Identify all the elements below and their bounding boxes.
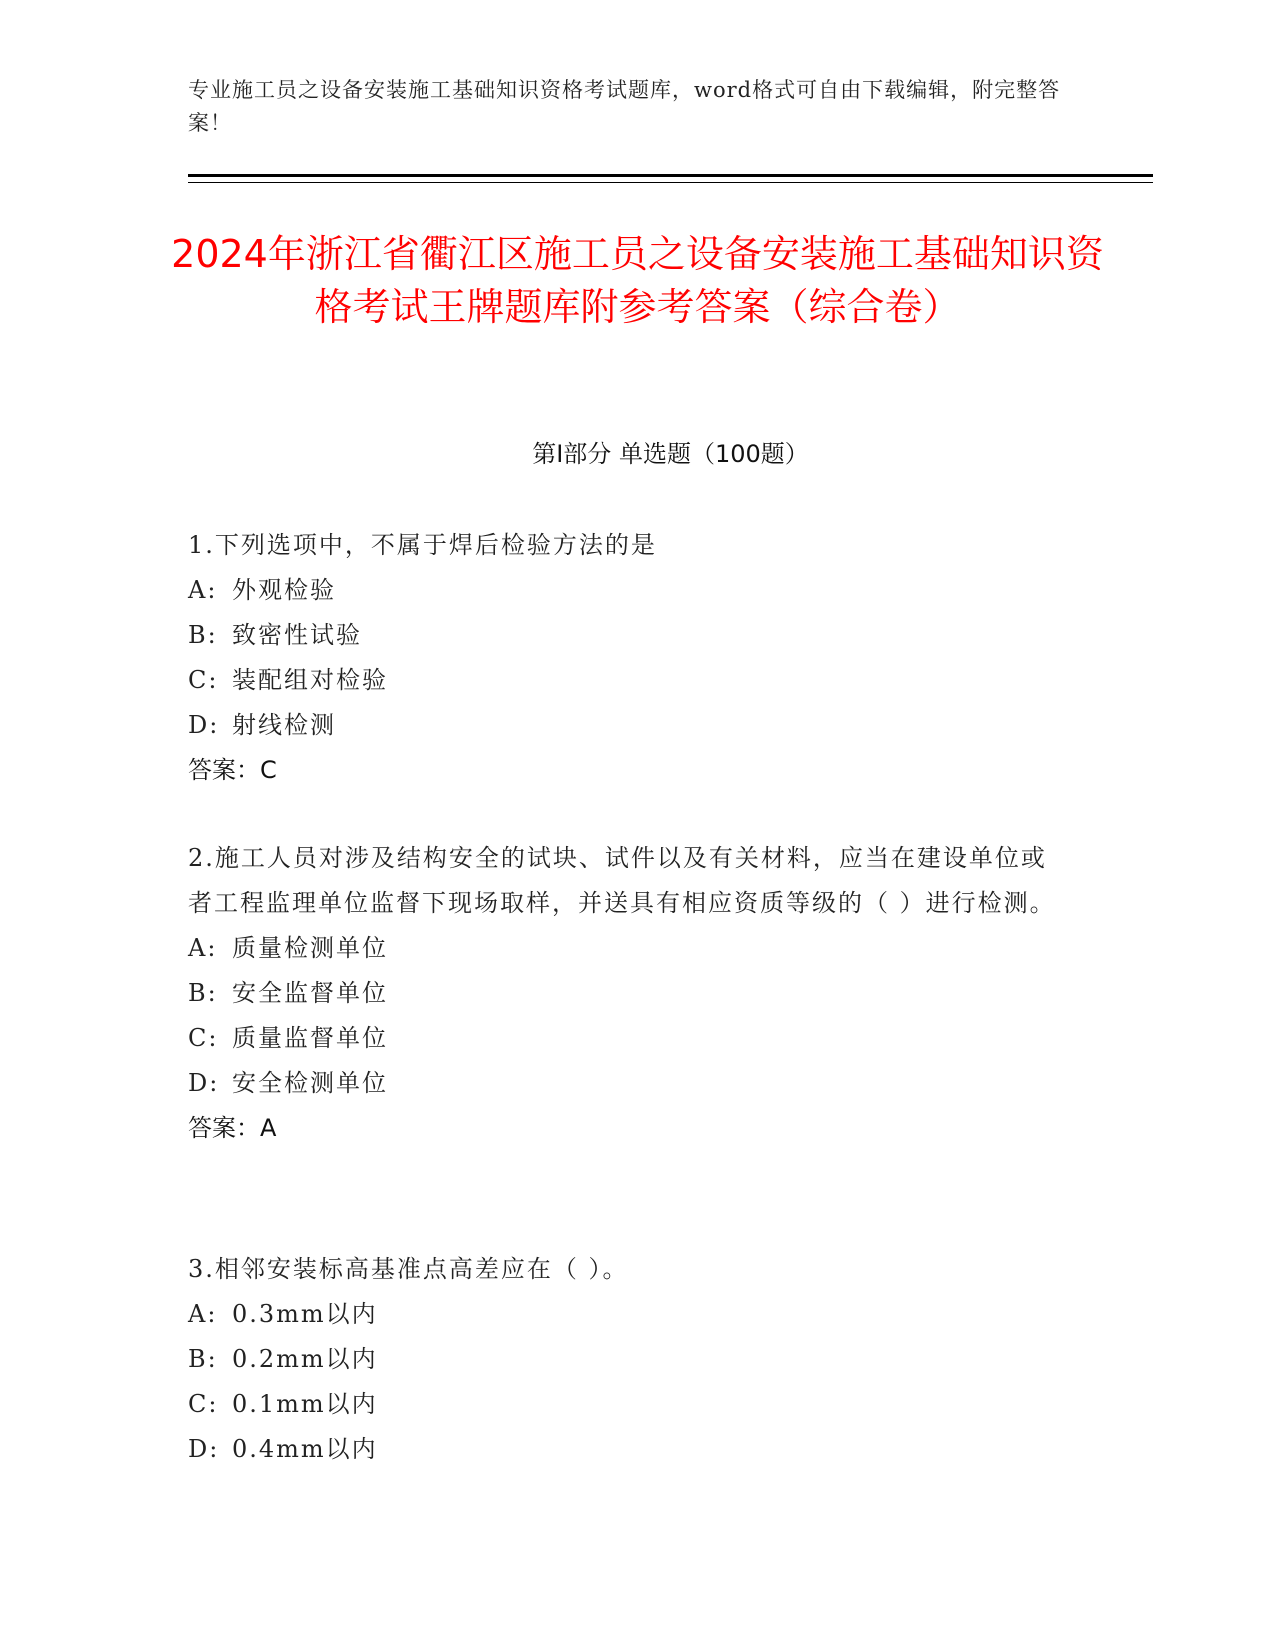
option-text: 0.1mm以内 bbox=[232, 1390, 378, 1418]
answer: 答案：C bbox=[188, 756, 277, 784]
option-letter: D: bbox=[188, 711, 220, 739]
header-note: 专业施工员之设备安装施工基础知识资格考试题库，word格式可自由下载编辑，附完整答案！ bbox=[188, 78, 1061, 135]
option-text: 质量检测单位 bbox=[232, 934, 388, 962]
option-letter: B: bbox=[188, 979, 218, 1007]
option-text: 质量监督单位 bbox=[232, 1024, 388, 1052]
option-letter: C: bbox=[188, 1024, 219, 1052]
question-stem: 3.相邻安装标高基准点高差应在（ ）。 bbox=[188, 1255, 629, 1283]
option-letter: D: bbox=[188, 1435, 220, 1463]
option-letter: A: bbox=[188, 934, 218, 962]
option-b bbox=[188, 613, 1068, 658]
option-text: 0.2mm以内 bbox=[232, 1345, 378, 1373]
option-letter: B: bbox=[188, 621, 218, 649]
question-stem: 2.施工人员对涉及结构安全的试块、试件以及有关材料，应当在建设单位或者工程监理单位监督下现场取样，并送具有相应资质等级的（ ）进行检测。 bbox=[188, 844, 1056, 917]
document-title: 2024年浙江省衢江区施工员之设备安装施工基础知识资格考试王牌题库附参考答案（综合卷） bbox=[171, 232, 1104, 329]
question-stem: 1.下列选项中，不属于焊后检验方法的是 bbox=[188, 531, 657, 559]
option-d bbox=[188, 703, 1068, 748]
option-c bbox=[188, 1382, 1068, 1427]
option-text: 装配组对检验 bbox=[232, 666, 388, 694]
option-c bbox=[188, 1016, 1068, 1061]
option-text: 外观检验 bbox=[232, 576, 336, 604]
option-d bbox=[188, 1427, 1068, 1472]
option-b bbox=[188, 971, 1068, 1016]
header-divider-thick bbox=[188, 174, 1153, 177]
option-d bbox=[188, 1061, 1068, 1106]
option-letter: A: bbox=[188, 1300, 218, 1328]
option-text: 0.4mm以内 bbox=[232, 1435, 378, 1463]
option-letter: B: bbox=[188, 1345, 218, 1373]
option-b bbox=[188, 1337, 1068, 1382]
option-letter: C: bbox=[188, 1390, 219, 1418]
option-a bbox=[188, 568, 1068, 613]
answer: 答案：A bbox=[188, 1114, 277, 1142]
header-divider-thin bbox=[188, 182, 1153, 183]
option-text: 致密性试验 bbox=[232, 621, 362, 649]
option-letter: A: bbox=[188, 576, 218, 604]
option-letter: D: bbox=[188, 1069, 220, 1097]
option-text: 安全监督单位 bbox=[232, 979, 388, 1007]
option-c bbox=[188, 658, 1068, 703]
option-a bbox=[188, 926, 1068, 971]
option-text: 0.3mm以内 bbox=[232, 1300, 378, 1328]
option-a bbox=[188, 1292, 1068, 1337]
option-text: 安全检测单位 bbox=[232, 1069, 388, 1097]
question-2 bbox=[188, 836, 1068, 1151]
section-title: 第I部分 单选题（100题） bbox=[532, 440, 809, 468]
option-letter: C: bbox=[188, 666, 219, 694]
option-text: 射线检测 bbox=[232, 711, 336, 739]
question-3 bbox=[188, 1247, 1068, 1472]
question-1 bbox=[188, 523, 1068, 793]
